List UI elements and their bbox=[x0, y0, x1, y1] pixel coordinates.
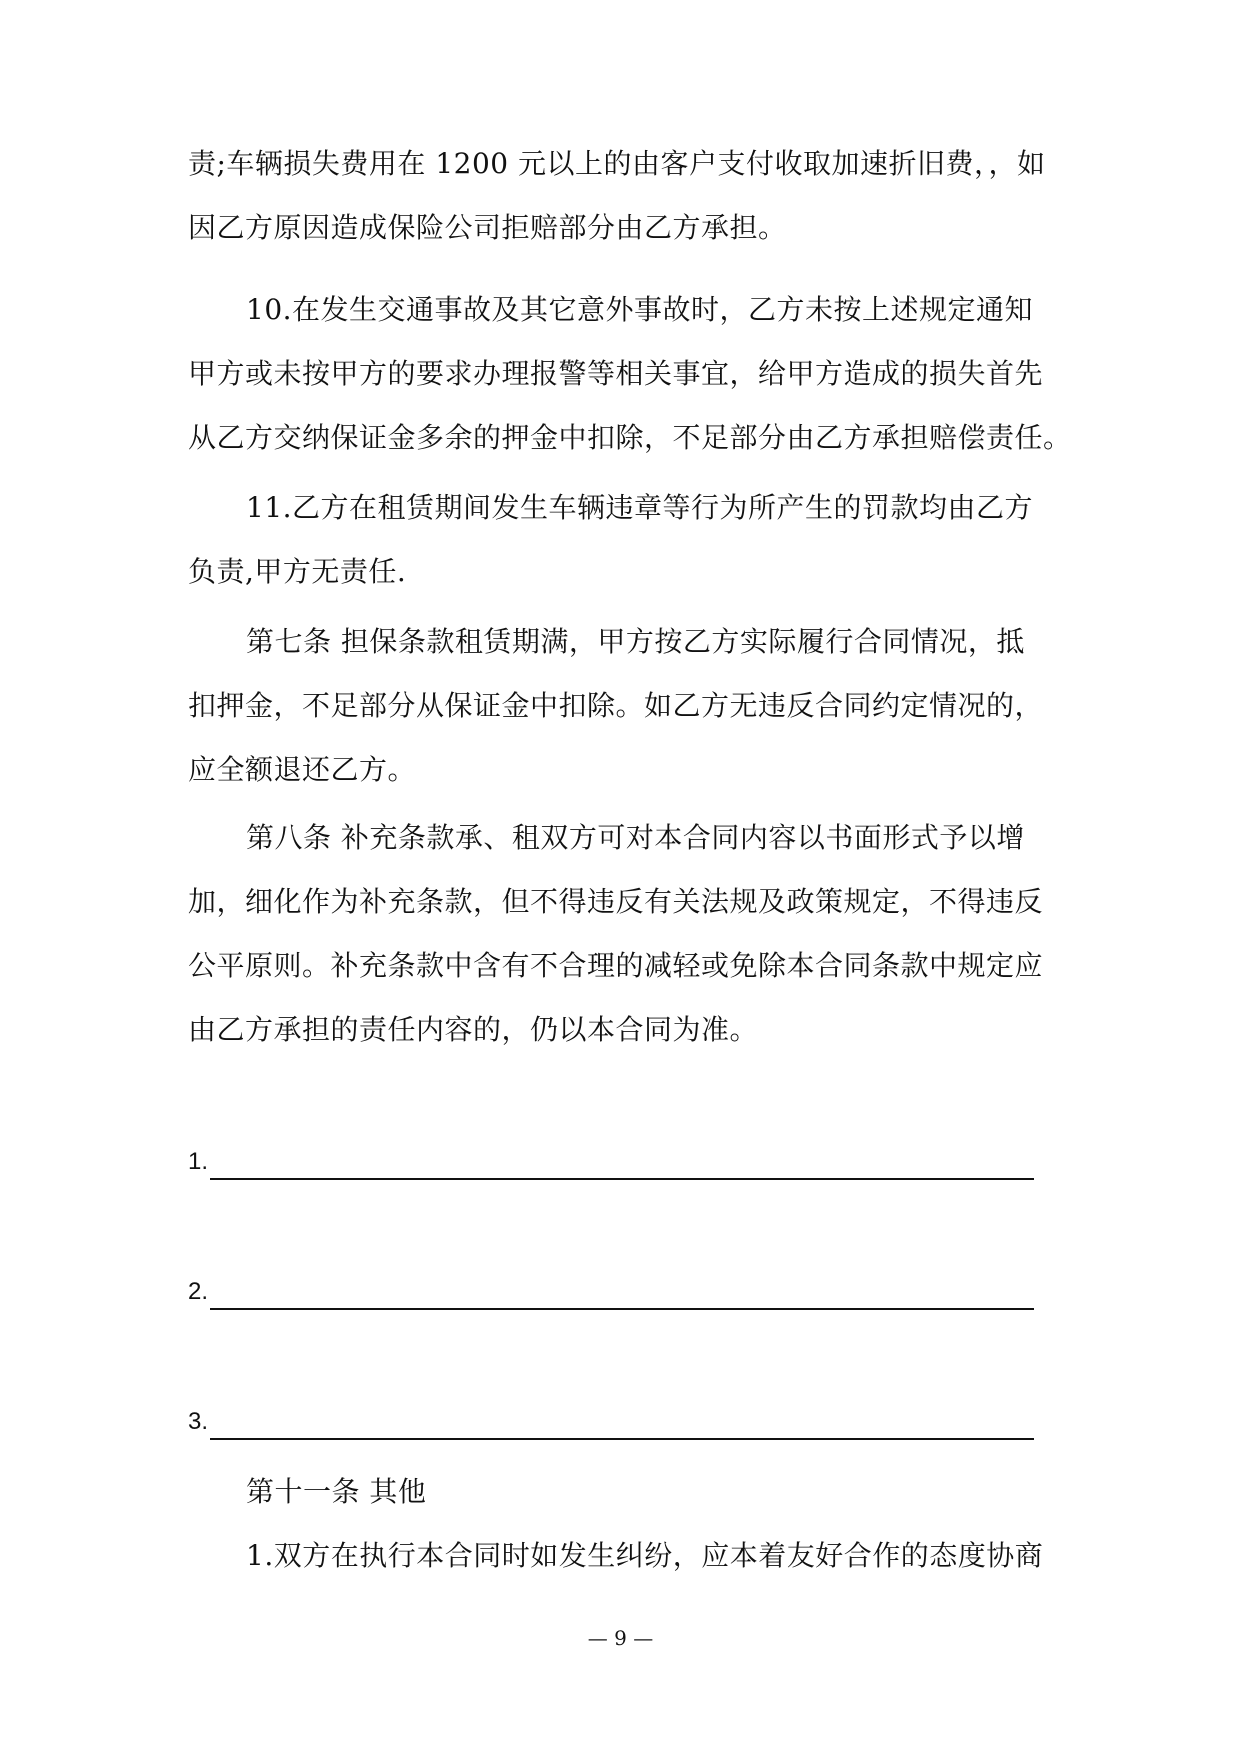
text-line: 1.双方在执行本合同时如发生纠纷，应本着友好合作的态度协商 bbox=[246, 1539, 1044, 1572]
blank-line-1 bbox=[188, 1140, 1038, 1180]
fill-in-underline bbox=[210, 1408, 1034, 1440]
text-line: 责;车辆损失费用在 1200 元以上的由客户支付收取加速折旧费，，如 bbox=[188, 147, 1046, 180]
article-heading: 第十一条 其他 bbox=[246, 1475, 427, 1508]
fill-in-underline bbox=[210, 1148, 1034, 1180]
text-line: 10.在发生交通事故及其它意外事故时，乙方未按上述规定通知 bbox=[246, 293, 1034, 326]
blank-line-2 bbox=[188, 1270, 1038, 1310]
clause-item-10 bbox=[188, 278, 1072, 470]
text-line: 加，细化作为补充条款，但不得违反有关法规及政策规定，不得违反 bbox=[188, 885, 1044, 918]
text-line: 应全额退还乙方。 bbox=[188, 753, 417, 786]
page-number: — 9 — bbox=[587, 1626, 654, 1650]
text-line: 公平原则。补充条款中含有不合理的减轻或免除本合同条款中规定应 bbox=[188, 949, 1044, 982]
clause-item-11 bbox=[188, 476, 1058, 604]
text-line: 负责,甲方无责任. bbox=[188, 555, 407, 588]
text-line: 甲方或未按甲方的要求办理报警等相关事宜，给甲方造成的损失首先 bbox=[188, 357, 1044, 390]
blank-number: 1. bbox=[188, 1148, 209, 1175]
text-line: 扣押金，不足部分从保证金中扣除。如乙方无违反合同约定情况的， bbox=[188, 689, 1044, 722]
text-line: 11.乙方在租赁期间发生车辆违章等行为所产生的罚款均由乙方 bbox=[246, 491, 1034, 524]
text-line: 因乙方原因造成保险公司拒赔部分由乙方承担。 bbox=[188, 211, 787, 244]
fill-in-underline bbox=[210, 1278, 1034, 1310]
article-8 bbox=[188, 806, 1058, 1062]
text-line: 第八条 补充条款承、租双方可对本合同内容以书面形式予以增 bbox=[246, 821, 1025, 854]
article-11 bbox=[188, 1460, 1058, 1588]
paragraph-continuation bbox=[188, 132, 1058, 260]
text-line: 从乙方交纳保证金多余的押金中扣除，不足部分由乙方承担赔偿责任。 bbox=[188, 421, 1072, 454]
blank-line-3 bbox=[188, 1400, 1038, 1440]
blank-number: 2. bbox=[188, 1278, 209, 1305]
blank-number: 3. bbox=[188, 1408, 209, 1435]
article-7 bbox=[188, 610, 1058, 802]
text-line: 第七条 担保条款租赁期满，甲方按乙方实际履行合同情况，抵 bbox=[246, 625, 1025, 658]
text-line: 由乙方承担的责任内容的，仍以本合同为准。 bbox=[188, 1013, 759, 1046]
